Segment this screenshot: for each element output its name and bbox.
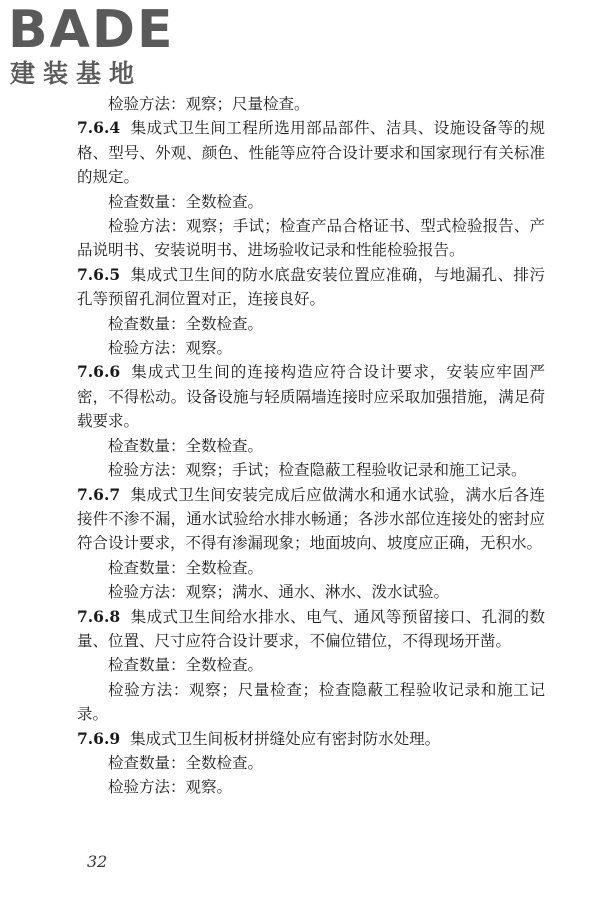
clause-7-6-7: [77, 483, 545, 556]
page-number: 32: [87, 852, 108, 871]
paragraph: 检查数量：全数检查。: [108, 558, 264, 577]
clause-text: 集成式卫生间工程所选用部品部件、洁具、设施设备等的规格、型号、外观、颜色、性能等应符合设计要求和国家现行有关标准的规定。: [77, 119, 545, 187]
clause-7-6-6: [77, 360, 545, 433]
paragraph: 检验方法：观察。: [108, 778, 233, 797]
logo-subtitle: 建装基地: [10, 59, 143, 88]
paragraph: 检验方法：观察；满水、通水、淋水、泼水试验。: [108, 583, 450, 602]
clause-7-6-5: [77, 263, 545, 312]
clause-7-6-4: [77, 116, 545, 189]
clause-number: 7.6.4: [77, 118, 121, 138]
paragraph: 检验方法：观察；尺量检查；检查隐蔽工程验收记录和施工记录。: [77, 680, 545, 724]
document-body: [77, 92, 545, 800]
paragraph: 检验方法：观察。: [108, 339, 233, 358]
clause-text: 集成式卫生间的连接构造应符合设计要求，安装应牢固严密，不得松动。设备设施与轻质隔墙连接时应采取加强措施，满足荷载要求。: [77, 363, 545, 431]
clause-number: 7.6.9: [77, 728, 121, 748]
paragraph: 检查数量：全数检查。: [108, 192, 264, 211]
clause-text: 集成式卫生间的防水底盘安装位置应准确，与地漏孔、排污孔等预留孔洞位置对正，连接良好。: [77, 265, 545, 309]
clause-text: 集成式卫生间给水排水、电气、通风等预留接口、孔洞的数量、位置、尺寸应符合设计要求，不偏位错位，不得现场开凿。: [77, 607, 545, 650]
paragraph: 检查数量：全数检查。: [108, 656, 264, 675]
clause-number: 7.6.6: [77, 362, 121, 382]
clause-7-6-8: [77, 605, 545, 654]
clause-number: 7.6.8: [77, 606, 121, 626]
logo-wordmark: BADE: [8, 0, 175, 60]
paragraph: 检查数量：全数检查。: [108, 314, 264, 333]
paragraph: 检验方法：观察；手试；检查产品合格证书、型式检验报告、产品说明书、安装说明书、进场验收记录和性能检验报告。: [77, 217, 545, 260]
paragraph: 检查数量：全数检查。: [108, 436, 264, 455]
clause-text: 集成式卫生间安装完成后应做满水和通水试验，满水后各连接件不渗不漏，通水试验给水排水畅通；各涉水部位连接处的密封应符合设计要求，不得有渗漏现象；地面坡向、坡度应正确，无积水。: [77, 485, 545, 553]
clause-7-6-9: [77, 727, 545, 751]
paragraph: 检查数量：全数检查。: [108, 753, 264, 772]
bade-logo: [8, 0, 188, 90]
clause-number: 7.6.7: [77, 484, 121, 504]
clause-number: 7.6.5: [77, 264, 121, 284]
paragraph: 检验方法：观察；尺量检查。: [108, 95, 310, 113]
clause-text: 集成式卫生间板材拼缝处应有密封防水处理。: [130, 729, 441, 748]
paragraph: 检验方法：观察；手试；检查隐蔽工程验收记录和施工记录。: [108, 461, 527, 480]
